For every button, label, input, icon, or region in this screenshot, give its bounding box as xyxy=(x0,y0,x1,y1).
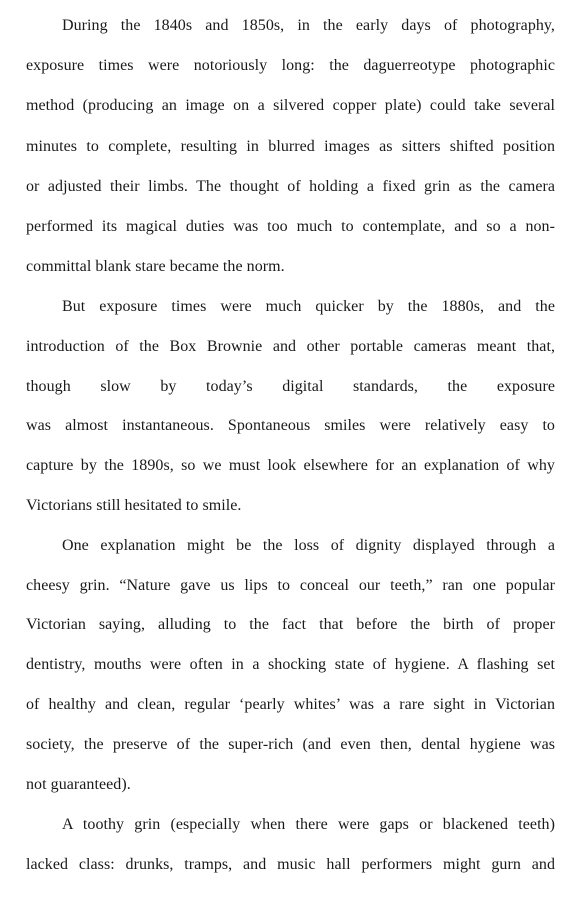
text-line: not guaranteed). xyxy=(26,776,131,793)
text-line: method (producing an image on a silvered copper plate) could take several xyxy=(26,97,555,114)
text-line: But exposure times were much quicker by the 1880s, and the xyxy=(62,298,555,315)
text-line: was almost instantaneous. Spontaneous smiles were relatively easy to xyxy=(26,417,555,434)
text-line: society, the preserve of the super-rich (and even then, dental hygiene was xyxy=(26,736,555,753)
text-line: or adjusted their limbs. The thought of holding a fixed grin as the camera xyxy=(26,178,555,195)
text-line: lacked class: drunks, tramps, and music hall performers might gurn and xyxy=(26,856,555,873)
text-line: During the 1840s and 1850s, in the early days of photography, xyxy=(62,17,555,34)
text-line: exposure times were notoriously long: the daguerreotype photographic xyxy=(26,57,555,74)
text-line: though slow by today’s digital standards, the exposure xyxy=(26,378,555,395)
text-line: of healthy and clean, regular ‘pearly whites’ was a rare sight in Victorian xyxy=(26,696,555,713)
text-line: minutes to complete, resulting in blurred images as sitters shifted position xyxy=(26,138,555,155)
text-line: One explanation might be the loss of dignity displayed through a xyxy=(62,537,555,554)
text-line: Victorians still hesitated to smile. xyxy=(26,497,242,514)
text-line: Victorian saying, alluding to the fact that before the birth of proper xyxy=(26,616,555,633)
text-line: committal blank stare became the norm. xyxy=(26,258,285,275)
text-line: introduction of the Box Brownie and other portable cameras meant that, xyxy=(26,338,555,355)
text-line: performed its magical duties was too much to contemplate, and so a non- xyxy=(26,218,555,235)
text-line: A toothy grin (especially when there were gaps or blackened teeth) xyxy=(62,816,555,833)
text-line: capture by the 1890s, so we must look elsewhere for an explanation of why xyxy=(26,457,555,474)
text-line: cheesy grin. “Nature gave us lips to conceal our teeth,” ran one popular xyxy=(26,577,555,594)
text-line: dentistry, mouths were often in a shocking state of hygiene. A flashing set xyxy=(26,656,555,673)
